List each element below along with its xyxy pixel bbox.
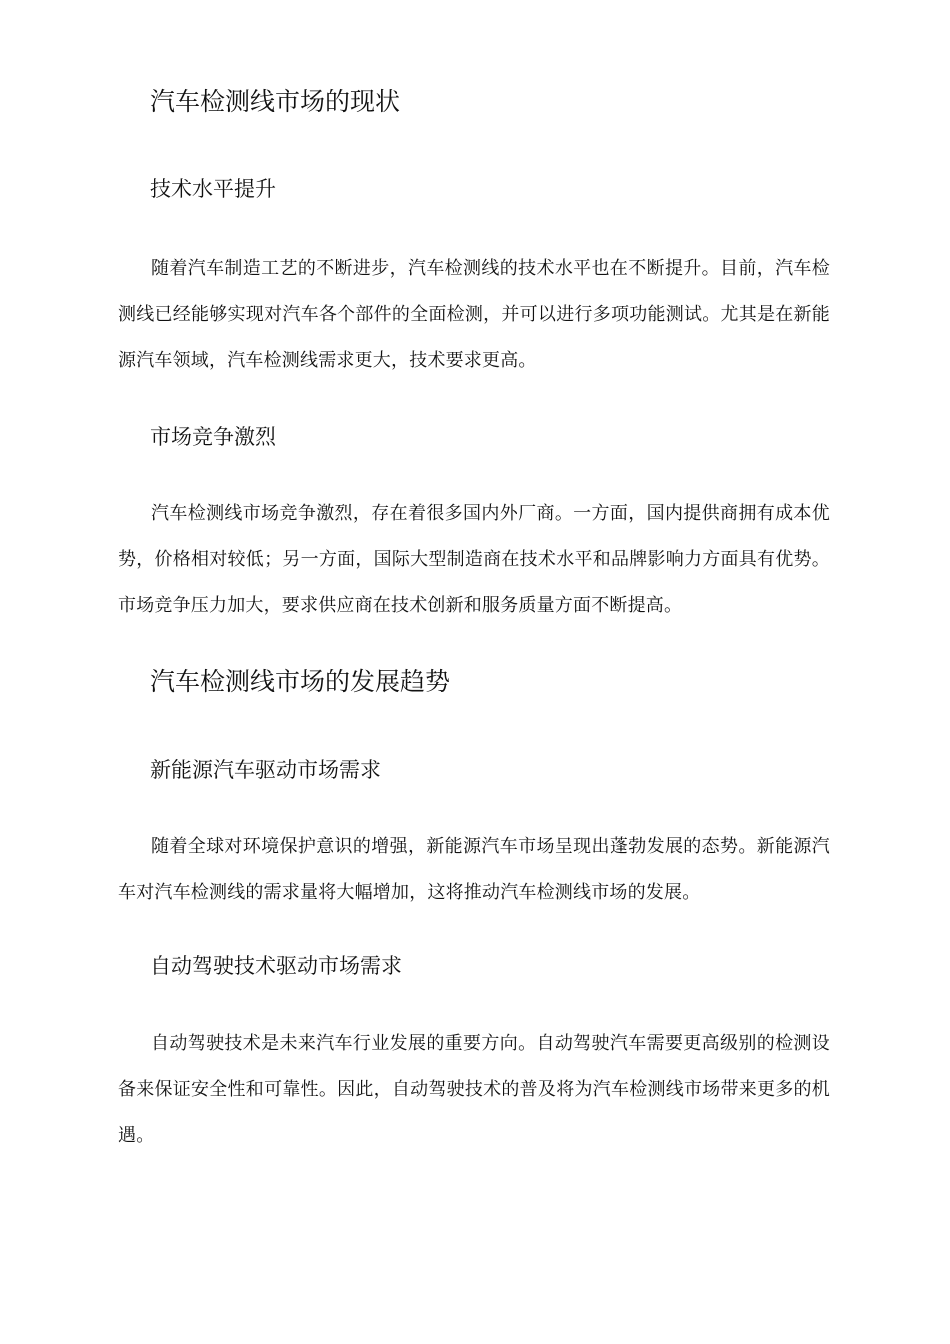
paragraph-tech-level: 随着汽车制造工艺的不断进步，汽车检测线的技术水平也在不断提升。目前，汽车检测线已经能够实现对汽车各个部件的全面检测，并可以进行多项功能测试。尤其是在新能源汽车领域，汽车检测线需求更大，技术要求更高。 bbox=[118, 258, 830, 371]
paragraph-nev-demand: 随着全球对环境保护意识的增强，新能源汽车市场呈现出蓬勃发展的态势。新能源汽车对汽车检测线的需求量将大幅增加，这将推动汽车检测线市场的发展。 bbox=[118, 836, 830, 903]
paragraph-competition: 汽车检测线市场竞争激烈，存在着很多国内外厂商。一方面，国内提供商拥有成本优势，价格相对较低；另一方面，国际大型制造商在技术水平和品牌影响力方面具有优势。市场竞争压力加大，要求供应商在技术创新和服务质量方面不断提高。 bbox=[118, 503, 830, 616]
subsection-title-autonomous-demand: 自动驾驶技术驱动市场需求 bbox=[150, 954, 402, 978]
subsection-title-nev-demand: 新能源汽车驱动市场需求 bbox=[150, 758, 381, 782]
paragraph-autonomous-demand: 自动驾驶技术是未来汽车行业发展的重要方向。自动驾驶汽车需要更高级别的检测设备来保证安全性和可靠性。因此，自动驾驶技术的普及将为汽车检测线市场带来更多的机遇。 bbox=[118, 1033, 830, 1146]
section-title-trends: 汽车检测线市场的发展趋势 bbox=[150, 667, 451, 696]
subsection-title-competition: 市场竞争激烈 bbox=[150, 425, 276, 449]
subsection-title-tech-level: 技术水平提升 bbox=[150, 177, 276, 201]
section-title-status: 汽车检测线市场的现状 bbox=[150, 87, 401, 116]
